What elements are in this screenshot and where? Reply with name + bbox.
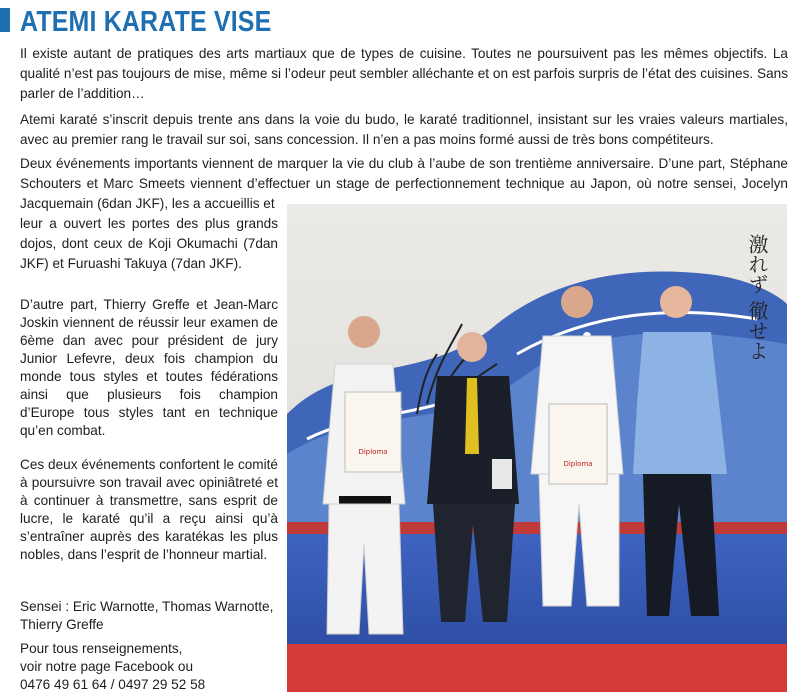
article-title: ATEMI KARATE VISE <box>20 6 272 38</box>
events-paragraph-continued: leur a ouvert les portes des plus grands dojos, dont ceux de Koji Okumachi (7dan JKF) et Furuashi Takuya (7dan JKF). <box>20 216 278 271</box>
svg-text:Diploma: Diploma <box>358 448 388 456</box>
contact-line: Pour tous renseignements, <box>20 641 183 656</box>
group-photo <box>287 204 787 692</box>
contact-phones: 0476 49 61 64 / 0497 29 52 58 <box>20 677 206 692</box>
diploma <box>345 392 401 472</box>
svg-text:Diploma: Diploma <box>563 460 593 468</box>
exam-paragraph: D’autre part, Thierry Greffe et Jean-Marc Joskin viennent de réussir leur examen de 6ème dan avec pour président de jury Junior Lefevre, deux fois champion du monde tous styles et toutes fédérations ainsi que plusieurs fois champion d’Europe tous styles tant en technique qu’en combat. <box>20 297 278 438</box>
calligraphy: 激れず 徹せよ <box>745 234 769 361</box>
diploma <box>549 404 607 484</box>
contact-line: voir notre page Facebook ou <box>20 659 194 674</box>
sensei-list: Sensei : Eric Warnotte, Thomas Warnotte, Thierry Greffe <box>20 599 274 632</box>
intro-paragraph: Il existe autant de pratiques des arts martiaux que de types de cuisine. Toutes ne poursuivent pas les mêmes objectifs. La qualité n’est pas toujours de mise, même si l’odeur peut sembler alléchante et on est parfois surpris de l’état des cuisines. Sans parler de l’addition… <box>20 46 788 101</box>
section-marker <box>0 8 10 32</box>
photo-scene <box>287 204 787 692</box>
red-tatami <box>287 644 787 692</box>
history-paragraph: Atemi karaté s’inscrit depuis trente ans dans la voie du budo, le karaté traditionnel, insistant sur les vraies valeurs martiales, avec au premier rang le travail sur soi, sans concession. Il n’en a pas moins formé aussi de très bons compétiteurs. <box>20 112 788 147</box>
contact-block <box>20 640 278 694</box>
events-paragraph: Deux événements importants viennent de marquer la vie du club à l’aube de son trentième anniversaire. D’une part, Stéphane Schouters et Marc Smeets viennent d’effectuer un stage de perfectionnement technique au Japon, où notre sensei, Jocelyn Jacquemain (6dan JKF), les a accueillis et <box>20 156 788 211</box>
committee-paragraph: Ces deux événements confortent le comité à poursuivre son travail avec opiniâtreté et à continuer à transmettre, sans esprit de lucre, le karaté qu’il a reçu ainsi qu’à s’entraîner auprès des karatékas les plus nobles, dans l’esprit de l’honneur martial. <box>20 457 278 562</box>
